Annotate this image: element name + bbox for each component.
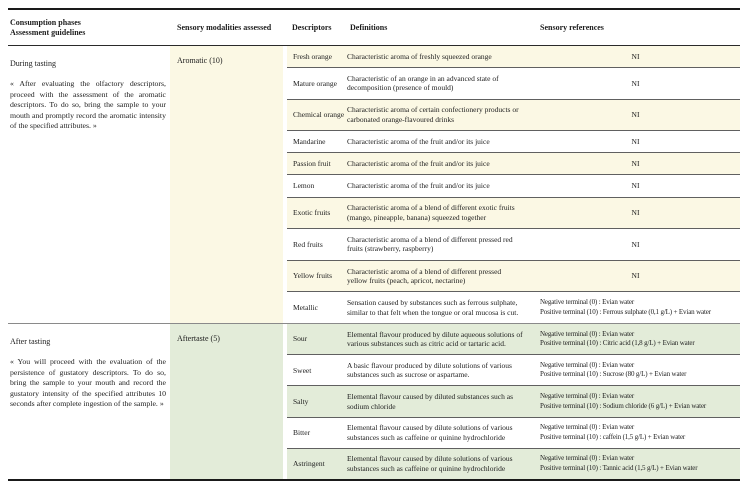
descriptor-cell-yellow-fruits: Yellow fruits — [293, 271, 333, 281]
table-row-astringent — [287, 448, 740, 479]
reference-cell-sour — [533, 330, 740, 349]
definition-cell-mature-orange: Characteristic of an orange in an advanced state of decomposition (presence of mould) — [347, 73, 499, 93]
reference-cell-metallic — [533, 298, 740, 317]
table-row-mature-orange — [287, 67, 740, 99]
modality-cell-during-tasting: Aromatic (10) — [170, 46, 283, 323]
table-body — [8, 46, 740, 479]
reference-cell-chemical-orange: NI — [631, 110, 640, 120]
definition-cell-sour: Elemental flavour produced by dilute aqueous solutions of various substances such as citric acid or tartaric acid. — [347, 329, 523, 349]
reference-cell-salty — [533, 392, 740, 411]
table-row-salty — [287, 385, 740, 416]
definition-cell-yellow-fruits: Characteristic aroma of a blend of different pressed yellow fruits (peach, apricot, nectarine) — [347, 266, 502, 286]
reference-cell-astringent — [533, 454, 740, 473]
reference-cell-passion-fruit: NI — [631, 159, 640, 169]
section-after-tasting — [8, 323, 740, 479]
descriptor-cell-sweet: Sweet — [293, 365, 312, 375]
reference-line-negative-salty: Negative terminal (0) : Evian water — [540, 392, 635, 400]
modality-cell-after-tasting: Aftertaste (5) — [170, 324, 283, 479]
descriptor-cell-mandarine: Mandarine — [293, 137, 326, 147]
table-row-lemon — [287, 174, 740, 196]
definition-cell-salty: Elemental flavour caused by diluted substances such as sodium chloride — [347, 392, 513, 411]
sensory-descriptors-table — [8, 8, 740, 481]
table-row-exotic-fruits — [287, 197, 740, 229]
definition-cell-bitter: Elemental flavour caused by dilute solutions of various substances such as caffeine or quinine hydrochloride — [347, 423, 513, 442]
reference-cell-exotic-fruits: NI — [631, 208, 640, 218]
table-row-yellow-fruits — [287, 260, 740, 292]
descriptor-cell-salty: Salty — [293, 396, 309, 406]
descriptor-cell-metallic: Metallic — [293, 302, 318, 312]
definition-cell-passion-fruit: Characteristic aroma of the fruit and/or its juice — [347, 159, 490, 169]
definition-cell-metallic: Sensation caused by substances such as ferrous sulphate, similar to that felt when the tongue or oral mucosa is cut. — [347, 298, 519, 317]
reference-line-positive-bitter: Positive terminal (10) : caffein (1,5 g/L) + Evian water — [540, 432, 686, 441]
descriptor-cell-sour: Sour — [293, 334, 308, 344]
descriptor-cell-chemical-orange: Chemical orange — [293, 110, 345, 120]
reference-line-positive-sweet: Positive terminal (10) : Sucrose (80 g/L) + Evian water — [540, 370, 687, 379]
header-consumption-phases-line1: Consumption phases — [10, 17, 81, 27]
descriptor-cell-bitter: Bitter — [293, 427, 311, 437]
reference-line-negative-sweet: Negative terminal (0) : Evian water — [540, 360, 635, 369]
descriptor-rows-during-tasting — [287, 46, 740, 323]
reference-cell-lemon: NI — [631, 181, 640, 191]
guidelines-cell-after-tasting — [8, 324, 170, 479]
descriptor-cell-exotic-fruits: Exotic fruits — [293, 208, 331, 218]
phase-title-after-tasting: After tasting — [10, 337, 51, 346]
reference-cell-mandarine: NI — [631, 137, 640, 147]
header-sensory-references: Sensory references — [540, 22, 604, 32]
guidelines-cell-during-tasting — [8, 46, 170, 323]
reference-cell-yellow-fruits: NI — [631, 271, 640, 281]
header-consumption-phases — [8, 18, 170, 38]
reference-line-negative-bitter: Negative terminal (0) : Evian water — [540, 423, 635, 432]
definition-cell-sweet: A basic flavour produced by dilute solutions of various substances such as sucrose or aspartame. — [347, 360, 512, 380]
table-row-metallic — [287, 291, 740, 323]
definition-cell-astringent: Elemental flavour caused by dilute solutions of various substances such as caffeine or quinine hydrochloride — [347, 454, 513, 473]
descriptor-cell-astringent: Astringent — [293, 459, 325, 469]
guideline-text-during-tasting: « After evaluating the olfactory descriptors, proceed with the assessment of the aromatic descriptors. To do so, bring the sample to your mouth and promptly record the aromatic intensity of the specified attributes. » — [10, 79, 166, 130]
table-row-sweet — [287, 354, 740, 385]
table-row-sour — [287, 324, 740, 354]
table-row-fresh-orange — [287, 46, 740, 67]
section-during-tasting — [8, 46, 740, 323]
descriptor-cell-red-fruits: Red fruits — [293, 239, 323, 249]
reference-line-negative-astringent: Negative terminal (0) : Evian water — [540, 454, 635, 463]
descriptor-cell-fresh-orange: Fresh orange — [293, 51, 332, 61]
reference-line-positive-sour: Positive terminal (10) : Citric acid (1,8 g/L) + Evian water — [540, 339, 695, 348]
reference-cell-mature-orange: NI — [631, 78, 640, 88]
definition-cell-mandarine: Characteristic aroma of the fruit and/or its juice — [347, 137, 490, 147]
table-row-mandarine — [287, 130, 740, 152]
table-header-row — [8, 10, 740, 46]
reference-line-positive-salty: Positive terminal (10) : Sodium chloride (6 g/L) + Evian water — [540, 401, 707, 410]
table-row-bitter — [287, 417, 740, 448]
definition-cell-lemon: Characteristic aroma of the fruit and/or its juice — [347, 181, 490, 191]
definition-cell-fresh-orange: Characteristic aroma of freshly squeezed orange — [347, 51, 492, 61]
descriptor-cell-lemon: Lemon — [293, 181, 315, 191]
header-descriptors: Descriptors — [292, 22, 332, 32]
header-definitions: Definitions — [350, 22, 388, 32]
table-row-chemical-orange — [287, 99, 740, 131]
header-assessment-guidelines-line2: Assessment guidelines — [10, 27, 86, 37]
descriptor-rows-after-tasting — [287, 324, 740, 479]
reference-cell-bitter — [533, 423, 740, 442]
definition-cell-red-fruits: Characteristic aroma of a blend of different pressed red fruits (strawberry, raspberry) — [347, 234, 513, 254]
guideline-text-after-tasting: « You will proceed with the evaluation of the persistence of gustatory descriptors. To do so, bring the sample to your mouth and record the gustatory intensity of the specified attributes 10 seconds after complete ingestion of the sample. » — [10, 357, 166, 408]
table-row-red-fruits — [287, 228, 740, 260]
table-row-passion-fruit — [287, 152, 740, 174]
reference-line-positive-astringent: Positive terminal (10) : Tannic acid (1,5 g/L) + Evian water — [540, 463, 698, 472]
phase-title-during-tasting: During tasting — [10, 59, 56, 68]
reference-line-positive-metallic: Positive terminal (10) : Ferrous sulphate (0,1 g/L) + Evian water — [540, 307, 711, 316]
definition-cell-chemical-orange: Characteristic aroma of certain confectionery products or carbonated orange-flavoured drinks — [347, 105, 519, 124]
reference-cell-fresh-orange: NI — [631, 51, 640, 61]
reference-line-negative-sour: Negative terminal (0) : Evian water — [540, 329, 635, 338]
descriptor-cell-passion-fruit: Passion fruit — [293, 159, 331, 169]
definition-cell-exotic-fruits: Characteristic aroma of a blend of different exotic fruits (mango, pineapple, banana) squeezed together — [347, 203, 515, 222]
reference-cell-red-fruits: NI — [631, 239, 640, 249]
header-sensory-modalities: Sensory modalities assessed — [177, 22, 272, 32]
reference-cell-sweet — [533, 361, 740, 380]
reference-line-negative-metallic: Negative terminal (0) : Evian water — [540, 298, 635, 307]
descriptor-cell-mature-orange: Mature orange — [293, 78, 337, 88]
